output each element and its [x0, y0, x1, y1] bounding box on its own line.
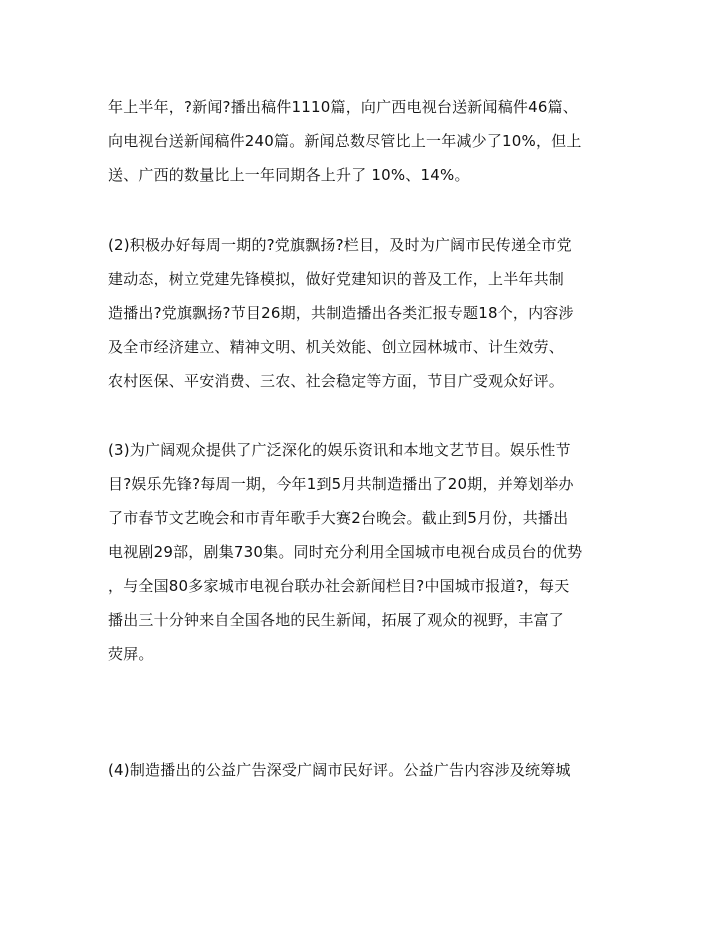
paragraph-line: (4)制造播出的公益广告深受广阔市民好评。公益广告内容涉及统筹城 — [108, 761, 571, 779]
paragraph-line: 农村医保、平安消费、三农、社会稳定等方面，节目广受观众好评。 — [108, 372, 565, 390]
paragraph-line: 送、广西的数量比上一年同期各上升了 10%、14%。 — [108, 166, 470, 184]
paragraph-line: 目?娱乐先锋?每周一期，今年1到5月共制造播出了20期，并筹划举办 — [108, 475, 574, 493]
paragraph-line: 造播出?党旗飘扬?节目26期，共制造播出各类汇报专题18个，内容涉 — [108, 304, 574, 322]
paragraph-line: 向电视台送新闻稿件240篇。新闻总数尽管比上一年减少了10%，但上 — [108, 132, 582, 150]
paragraph-3 — [108, 433, 616, 671]
paragraph-line: 了市春节文艺晚会和市青年歌手大赛2台晚会。截止到5月份，共播出 — [108, 509, 569, 527]
paragraph-line: (3)为广阔观众提供了广泛深化的娱乐资讯和本地文艺节目。娱乐性节 — [108, 441, 571, 459]
paragraph-line: ，与全国80多家城市电视台联办社会新闻栏目?中国城市报道?，每天 — [108, 577, 570, 595]
paragraph-2 — [108, 228, 616, 398]
paragraph-4 — [108, 753, 616, 787]
paragraph-line: 荧屏。 — [108, 645, 154, 663]
paragraph-line: 及全市经济建立、精神文明、机关效能、创立园林城市、计生效劳、 — [108, 338, 565, 356]
paragraph-line: (2)积极办好每周一期的?党旗飘扬?栏目，及时为广阔市民传递全市党 — [108, 236, 572, 254]
paragraph-line: 电视剧29部，剧集730集。同时充分利用全国城市电视台成员台的优势 — [108, 543, 583, 561]
paragraph-line: 播出三十分钟来自全国各地的民生新闻，拓展了观众的视野，丰富了 — [108, 611, 565, 629]
paragraph-line: 年上半年，?新闻?播出稿件1110篇，向广西电视台送新闻稿件46篇、 — [108, 98, 578, 116]
paragraph-1 — [108, 90, 616, 192]
paragraph-line: 建动态，树立党建先锋模拟，做好党建知识的普及工作，上半年共制 — [108, 270, 565, 288]
